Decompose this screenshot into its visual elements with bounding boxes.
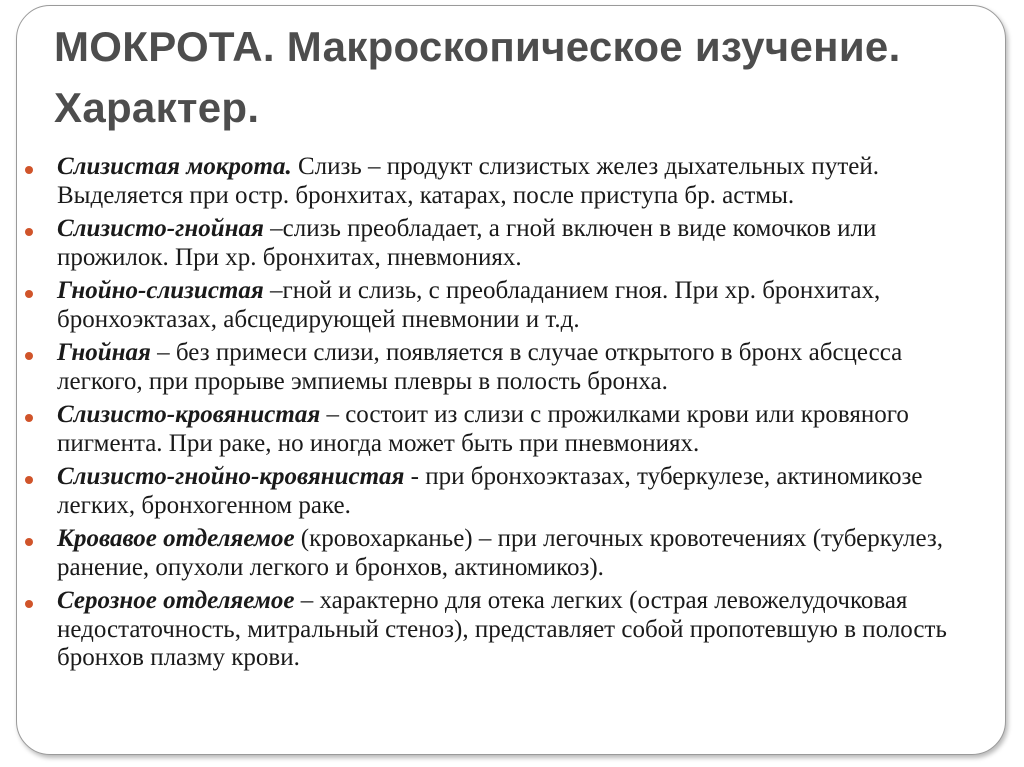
item-text: – без примеси слизи, появляется в случае открытого в бронх абсцесса легкого, при прорыве эмпиемы плевры в полость бронха. [57, 339, 903, 395]
item-term: Слизистая мокрота. [57, 153, 292, 180]
bullet-icon [25, 352, 33, 360]
item-text: – характерно для отека легких (острая левожелудочковая недостаточность, митральный стеноз), представляет собой пропотевшую в полость бронхов плазму крови. [57, 587, 947, 671]
item-text: (кровохарканье) – при легочных кровотечениях (туберкулез, ранение, опухоли легкого и бронхов, актиномикоз). [57, 525, 943, 581]
list-item [57, 215, 992, 272]
bullet-icon [25, 290, 33, 298]
item-term: Серозное отделяемое [57, 587, 295, 614]
item-text: –слизь преобладает, а гной включен в виде комочков или прожилок. При хр. бронхитах, пневмониях. [57, 215, 877, 271]
bullet-icon [25, 166, 33, 174]
item-text: Слизь – продукт слизистых желез дыхательных путей. Выделяется при остр. бронхитах, катарах, после приступа бр. астмы. [57, 153, 879, 209]
list-item [57, 401, 992, 458]
bullet-list [57, 153, 992, 678]
list-item [57, 277, 992, 334]
item-text: –гной и слизь, с преобладанием гноя. При хр. бронхитах, бронхоэктазах, абсцедирующей пневмонии и т.д. [57, 277, 881, 333]
list-item [57, 153, 992, 210]
bullet-icon [25, 414, 33, 422]
slide-frame [16, 5, 1006, 755]
item-text: - при бронхоэктазах, туберкулезе, актиномикозе легких, бронхогенном раке. [57, 463, 923, 519]
list-item [57, 587, 992, 673]
item-term: Гнойно-слизистая [57, 277, 264, 304]
slide-title: МОКРОТА. Макроскопическое изучение. Характер. [54, 23, 901, 131]
bullet-icon [25, 228, 33, 236]
item-text: – состоит из слизи с прожилками крови или кровяного пигмента. При раке, но иногда может быть при пневмониях. [57, 401, 909, 457]
bullet-icon [25, 476, 33, 484]
item-term: Кровавое отделяемое [57, 525, 295, 552]
item-term: Слизисто-гнойная [57, 215, 264, 242]
list-item [57, 463, 992, 520]
item-term: Слизисто-кровянистая [57, 401, 321, 428]
bullet-icon [25, 600, 33, 608]
item-term: Гнойная [57, 339, 151, 366]
list-item [57, 525, 992, 582]
list-item [57, 339, 992, 396]
item-term: Слизисто-гнойно-кровянистая [57, 463, 405, 490]
bullet-icon [25, 538, 33, 546]
